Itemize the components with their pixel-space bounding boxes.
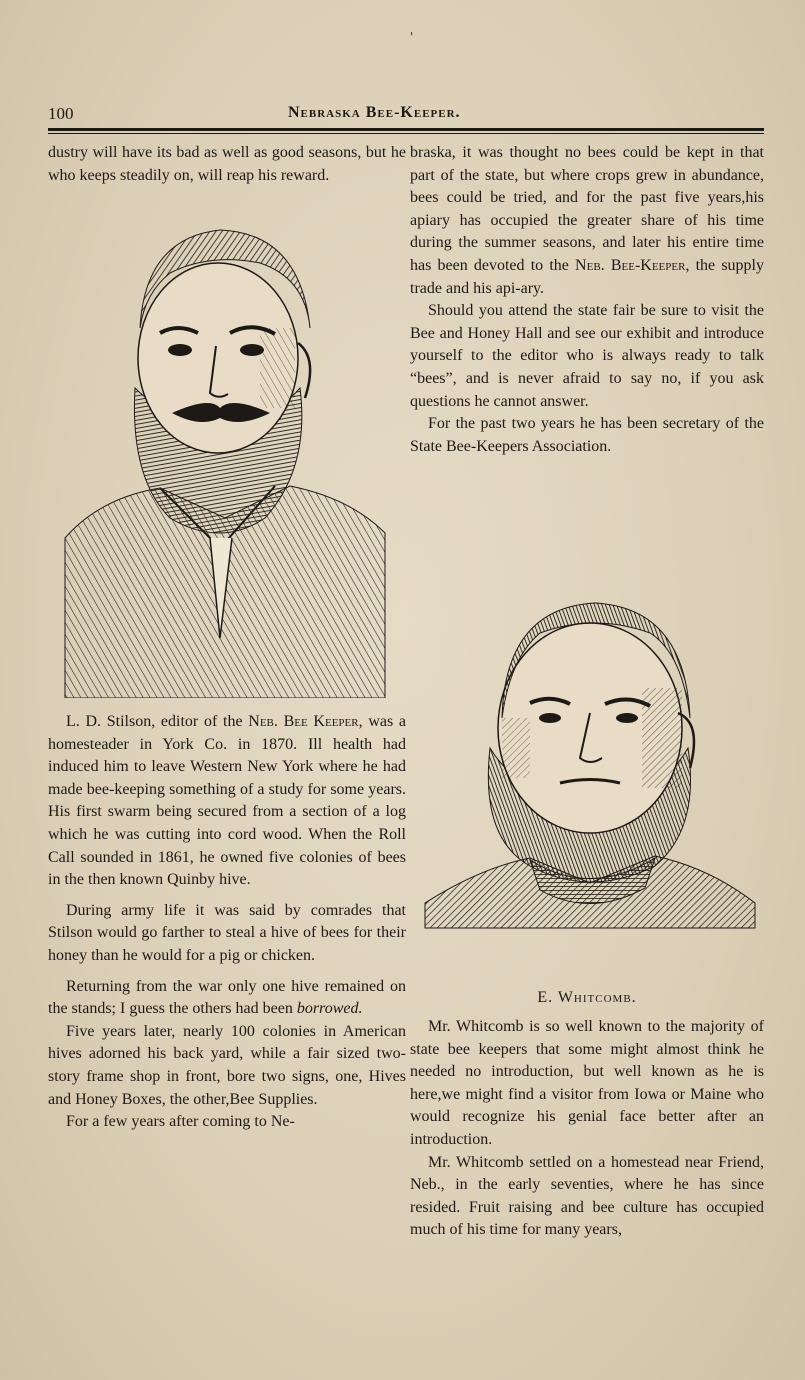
running-title: Nebraska Bee-Keeper. xyxy=(288,104,461,121)
right-paragraph-5: Mr. Whitcomb settled on a homestead near Friend, Neb., in the early seventies, where he has since resided. Fruit raising and bee culture has occupied much of his time for many years, xyxy=(410,1153,764,1239)
journal-name-smallcaps: Neb. Bee Keeper xyxy=(248,713,359,730)
left-column-top xyxy=(48,142,406,187)
left-paragraph-5: Five years later, nearly 100 colonies in American hives adorned his back yard, while a fair sized two-story frame shop in front, bore two signs, one, Hives and Honey Boxes, the other,Bee Supplies. xyxy=(48,1022,406,1108)
left-paragraph-2 xyxy=(48,711,406,892)
stilson-portrait-engraving xyxy=(60,218,390,698)
left-paragraph-4-lead: Returning from the war only one hive remained on the stands; I guess the others had been xyxy=(48,977,406,1018)
header-rule xyxy=(48,128,764,134)
journal-name-smallcaps-2: Neb. Bee-Keeper xyxy=(575,256,686,274)
page-speck: ' xyxy=(410,30,414,44)
left-paragraph-4 xyxy=(48,976,406,1021)
whitcomb-portrait-engraving xyxy=(420,598,760,983)
right-paragraph-4: Mr. Whitcomb is so well known to the majority of state bee keepers that some might almost think he needed no introduction, but well known as he is here,we might find a visitor from Iowa or Maine who would recognize his genial face better after an introduction. xyxy=(410,1018,764,1148)
left-paragraph-1: dustry will have its bad as well as good seasons, but he who keeps steadily on, will reap his reward. xyxy=(48,144,406,184)
right-column-bottom xyxy=(410,1016,764,1242)
left-paragraph-3: During army life it was said by comrades that Stilson would go farther to steal a hive of bees for their honey than he would for a pig or chicken. xyxy=(48,901,406,964)
left-paragraph-2-rest: , was a homesteader in York Co. in 1870. Ill health had induced him to leave Western New York where he had made bee-keeping something of a study for some years. His first swarm being secured from a section of a log which he was cutting into cord wood. When the Roll Call sounded in 1861, he owned five colonies of bees in the then known Quinby hive. xyxy=(48,713,407,889)
right-paragraph-3: For the past two years he has been secretary of the State Bee-Keepers Association. xyxy=(410,415,764,455)
left-paragraph-4-italic: borrowed. xyxy=(296,1000,363,1018)
left-paragraph-2-lead: L. D. Stilson, editor of the xyxy=(66,713,249,730)
right-paragraph-1-rest: , the supply trade and his api-ary. xyxy=(410,256,765,297)
right-paragraph-1-lead: braska, it was thought no bees could be kept in that part of the state, but where crops grew in abundance, bees could be tried, and for the past five years,his apiary has occupied the greater share of his time during the summer seasons, and later his entire time has been devoted to the xyxy=(410,144,764,274)
right-paragraph-2: Should you attend the state fair be sure to visit the Bee and Honey Hall and see our exhibit and introduce yourself to the editor who is always ready to talk “bees”, and is never afraid to say no, if you ask questions he cannot answer. xyxy=(410,302,764,410)
right-paragraph-1 xyxy=(410,142,764,300)
left-column-main xyxy=(48,711,406,1134)
right-column-top xyxy=(410,142,764,458)
page-number: 100 xyxy=(48,104,74,123)
whitcomb-caption: E. Whitcomb. xyxy=(537,989,637,1006)
page-header xyxy=(48,104,764,128)
left-paragraph-6: For a few years after coming to Ne- xyxy=(66,1113,295,1131)
